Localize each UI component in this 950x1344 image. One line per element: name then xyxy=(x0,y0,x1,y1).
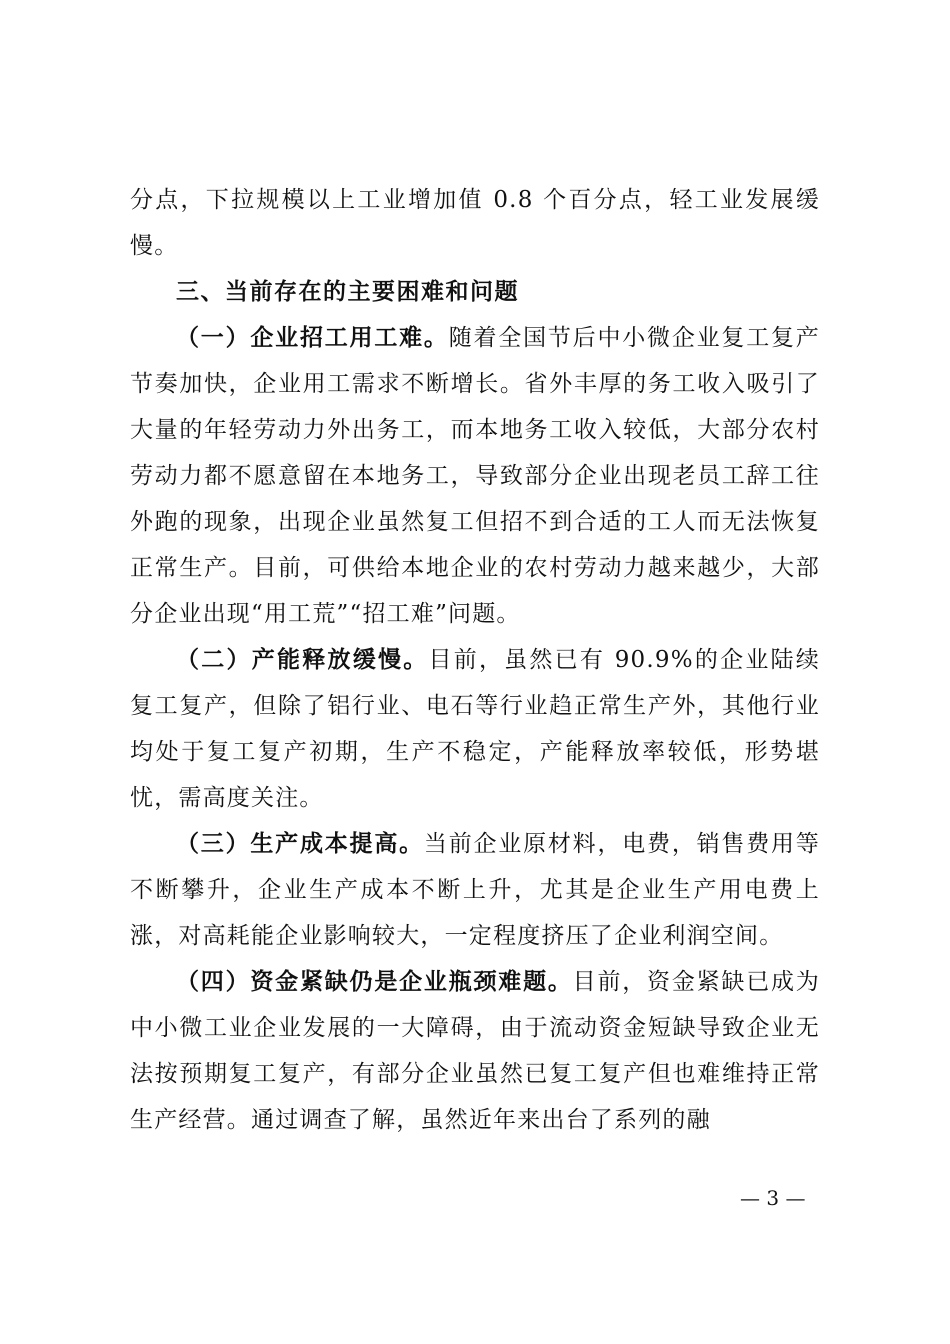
paragraph-body: 目前，资金紧缺已成为中小微工业企业发展的一大障碍，由于流动资金短缺导致企业无法按预期复工复产，有部分企业虽然已复工复产但也难维持正常生产经营。通过调查了解，虽然近年来出台了系列的融 xyxy=(130,969,820,1133)
paragraph-lead: （四）资金紧缺仍是企业瓶颈难题。 xyxy=(176,968,573,995)
paragraph-body: 目前，虽然已有 90.9%的企业陆续复工复产，但除了铝行业、电石等行业趋正常生产外，其他行业均处于复工复产初期，生产不稳定，产能释放率较低，形势堪忧，需高度关注。 xyxy=(130,647,821,811)
paragraph-body: 随着全国节后中小微企业复工复产节奏加快，企业用工需求不断增长。省外丰厚的务工收入吸引了大量的年轻劳动力外出务工，而本地务工收入较低，大部分农村劳动力都不愿意留在本地务工，导致部分企业出现老员工辞工往外跑的现象，出现企业虽然复工但招不到合适的工人而无法恢复正常生产。目前，可供给本地企业的农村劳动力越来越少，大部分企业出现“用工荒”“招工难”问题。 xyxy=(130,325,821,627)
paragraph-recruitment xyxy=(130,315,820,637)
paragraph-body: 当前企业原材料，电费，销售费用等不断攀升，企业生产成本不断上升，尤其是企业生产用电费上涨，对高耗能企业影响较大，一定程度挤压了企业利润空间。 xyxy=(130,831,820,949)
section-heading: 三、当前存在的主要困难和问题 xyxy=(176,279,519,305)
paragraph-funding xyxy=(130,959,820,1143)
intro-paragraph-continuation: 分点，下拉规模以上工业增加值 0.8 个百分点，轻工业发展缓慢。 xyxy=(130,187,820,259)
paragraph-costs xyxy=(130,821,820,959)
paragraph-capacity xyxy=(130,637,820,821)
paragraph-lead: （二）产能释放缓慢。 xyxy=(176,646,429,673)
page-number: — 3 — xyxy=(740,1186,806,1210)
paragraph-lead: （一）企业招工用工难。 xyxy=(176,324,449,351)
paragraph-lead: （三）生产成本提高。 xyxy=(176,830,424,857)
